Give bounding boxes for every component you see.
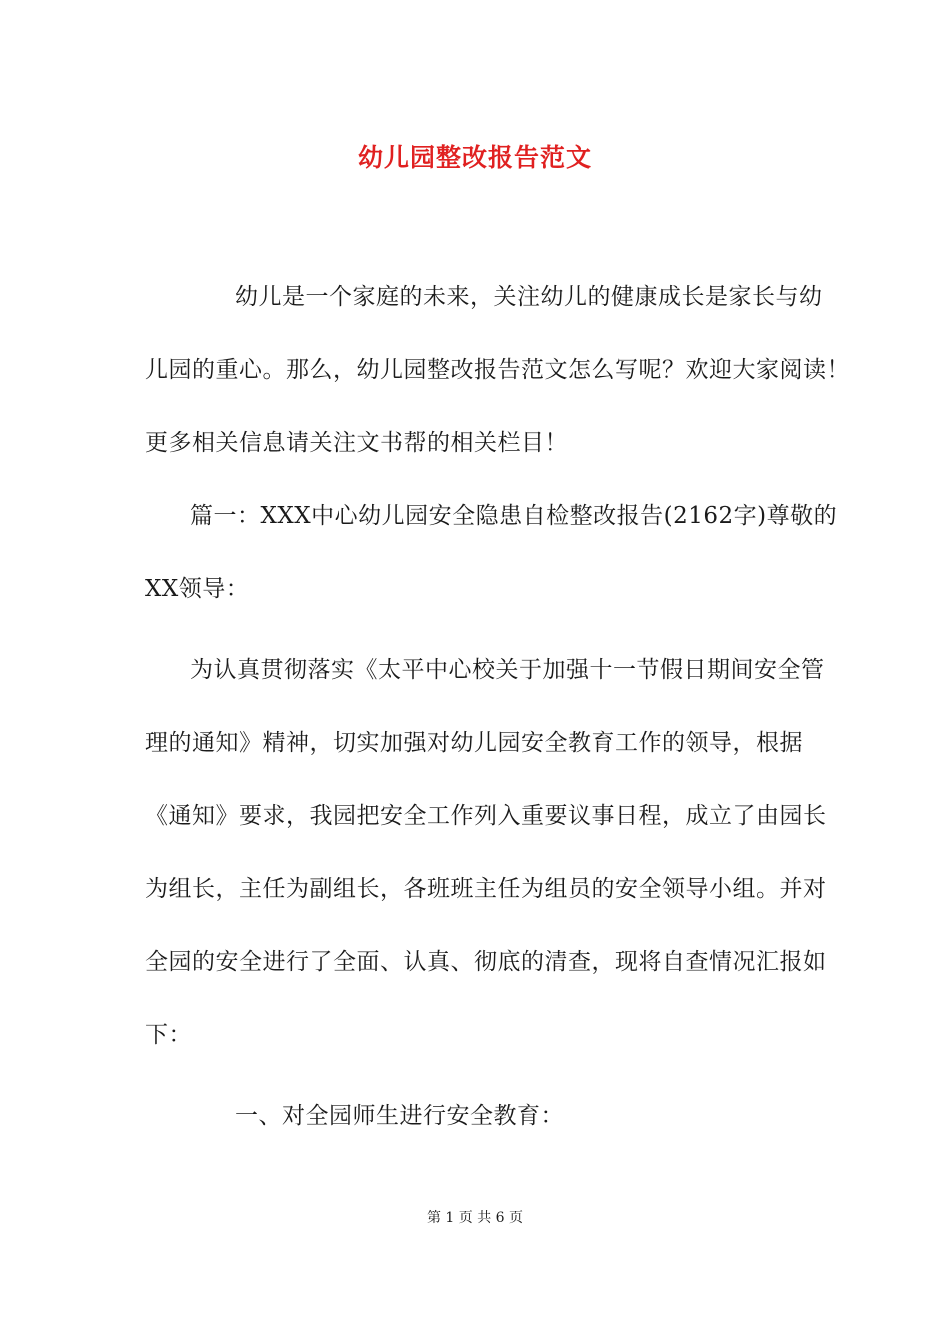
paragraph-line-4: 篇一：XXX中心幼儿园安全隐患自检整改报告(2162字)尊敬的 bbox=[190, 503, 838, 529]
paragraph-line-8: 《通知》要求，我园把安全工作列入重要议事日程，成立了由园长 bbox=[145, 803, 827, 829]
paragraph-line-10: 全园的安全进行了全面、认真、彻底的清查，现将自查情况汇报如 bbox=[145, 949, 827, 975]
paragraph-line-2: 儿园的重心。那么，幼儿园整改报告范文怎么写呢？欢迎大家阅读！ bbox=[145, 357, 850, 383]
paragraph-line-11: 下： bbox=[145, 1022, 192, 1048]
paragraph-line-5: XX领导： bbox=[145, 576, 250, 602]
paragraph-line-7: 理的通知》精神，切实加强对幼儿园安全教育工作的领导，根据 bbox=[145, 730, 803, 756]
paragraph-line-1: 幼儿是一个家庭的未来，关注幼儿的健康成长是家长与幼 bbox=[235, 284, 823, 310]
section-heading: 一、对全园师生进行安全教育： bbox=[235, 1103, 564, 1129]
paragraph-line-3: 更多相关信息请关注文书帮的相关栏目！ bbox=[145, 430, 568, 456]
paragraph-line-6: 为认真贯彻落实《太平中心校关于加强十一节假日期间安全管 bbox=[190, 657, 825, 683]
paragraph-line-9: 为组长，主任为副组长，各班班主任为组员的安全领导小组。并对 bbox=[145, 876, 827, 902]
page-footer: 第 1 页 共 6 页 bbox=[426, 1210, 524, 1226]
document-title: 幼儿园整改报告范文 bbox=[357, 143, 592, 172]
